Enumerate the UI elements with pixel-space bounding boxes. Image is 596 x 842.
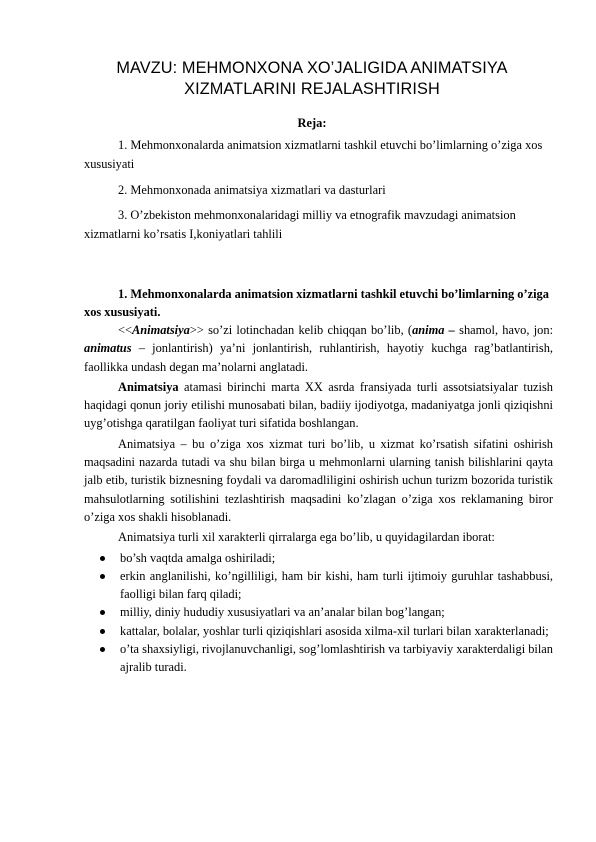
bullet-icon bbox=[100, 610, 105, 615]
bullet-icon bbox=[100, 556, 105, 561]
paragraph-3: Animatsiya – bu o’ziga xos xizmat turi bo’lib, u xizmat ko’rsatish sifatini oshirish maqsadini nazarda tutadi va shu bilan birga u mehmonlarni ularning tanish bilishlarini qayta jalb etib, turistik biznesning foydali va daromadliligini oshirish uchun turizm bozorida turistik mahsulotlarning sotilishini tezlashtirish maqsadini ko’zlagan o’ziga xos reklamaning biror o’ziga xos shakli hisoblanadi. bbox=[84, 436, 553, 524]
title-line-1: MAVZU: MEHMONXONA XO’JALIGIDA ANIMATSIYA bbox=[116, 59, 508, 77]
list-item: bo’sh vaqtda amalga oshiriladi; bbox=[84, 549, 553, 567]
paragraph-2: Animatsiya atamasi birinchi marta XX asrda fransiyada turli assotsiatsiyalar tuzish haqidagi qonun joriy etilishi munosabati bilan, badiiy ijodiyotga, madaniyatga jonli qiziqishni uyg’otishga qaratilgan faoliyat turi sifatida boshlangan. bbox=[84, 379, 553, 431]
plan-item-3: 3. O’zbekiston mehmonxonalaridagi milliy va etnografik mavzudagi animatsion xizmatlarni ko’rsatis I,koniyatlari tahlili bbox=[84, 208, 516, 241]
plan-item-1: 1. Mehmonxonalarda animatsion xizmatlarni tashkil etuvchi bo’limlarning o’ziga xos xususiyati bbox=[84, 138, 543, 171]
paragraph-1: <<Animatsiya>> so’zi lotinchadan kelib chiqqan bo’lib, (anima – shamol, havo, jon: animatus – jonlantirish) ya’ni jonlantirish, ruhlantirish, hayotiy kuchga rag’batlantirish, faollikka undash degan ma’nolarni anglatadi. bbox=[84, 323, 554, 374]
list-item: erkin anglanilishi, ko’ngilliligi, ham bir kishi, ham turli ijtimoiy guruhlar tashabbusi, faolligi bilan farq qiladi; bbox=[84, 567, 553, 604]
bullet-icon bbox=[100, 629, 105, 634]
document-title bbox=[70, 58, 554, 100]
list-item: milliy, diniy hududiy xususiyatlari va an’analar bilan bog’langan; bbox=[84, 603, 553, 621]
list-item: o’ta shaxsiyligi, rivojlanuvchanligi, sog’lomlashtirish va tarbiyaviy xarakterdaligi bilan ajralib turadi. bbox=[84, 640, 553, 677]
bullet-icon bbox=[100, 647, 105, 652]
plan-item-2: 2. Mehmonxonada animatsiya xizmatlari va dasturlari bbox=[118, 183, 386, 197]
list-item: kattalar, bolalar, yoshlar turli qiziqishlari asosida xilma-xil turlari bilan xarakterlanadi; bbox=[84, 622, 553, 640]
body-text bbox=[84, 321, 553, 677]
bullet-icon bbox=[100, 574, 105, 579]
paragraph-4: Animatsiya turli xil xarakterli qirralarga ega bo’lib, u quyidagilardan iborat: bbox=[118, 530, 495, 545]
title-line-2: XIZMATLARINI REJALASHTIRISH bbox=[184, 80, 440, 98]
bullet-list bbox=[84, 549, 553, 677]
plan-heading: Reja: bbox=[297, 116, 327, 130]
section-heading: 1. Mehmonxonalarda animatsion xizmatlarni tashkil etuvchi bo’limlarning o’ziga xos xususiyati. bbox=[84, 287, 549, 319]
